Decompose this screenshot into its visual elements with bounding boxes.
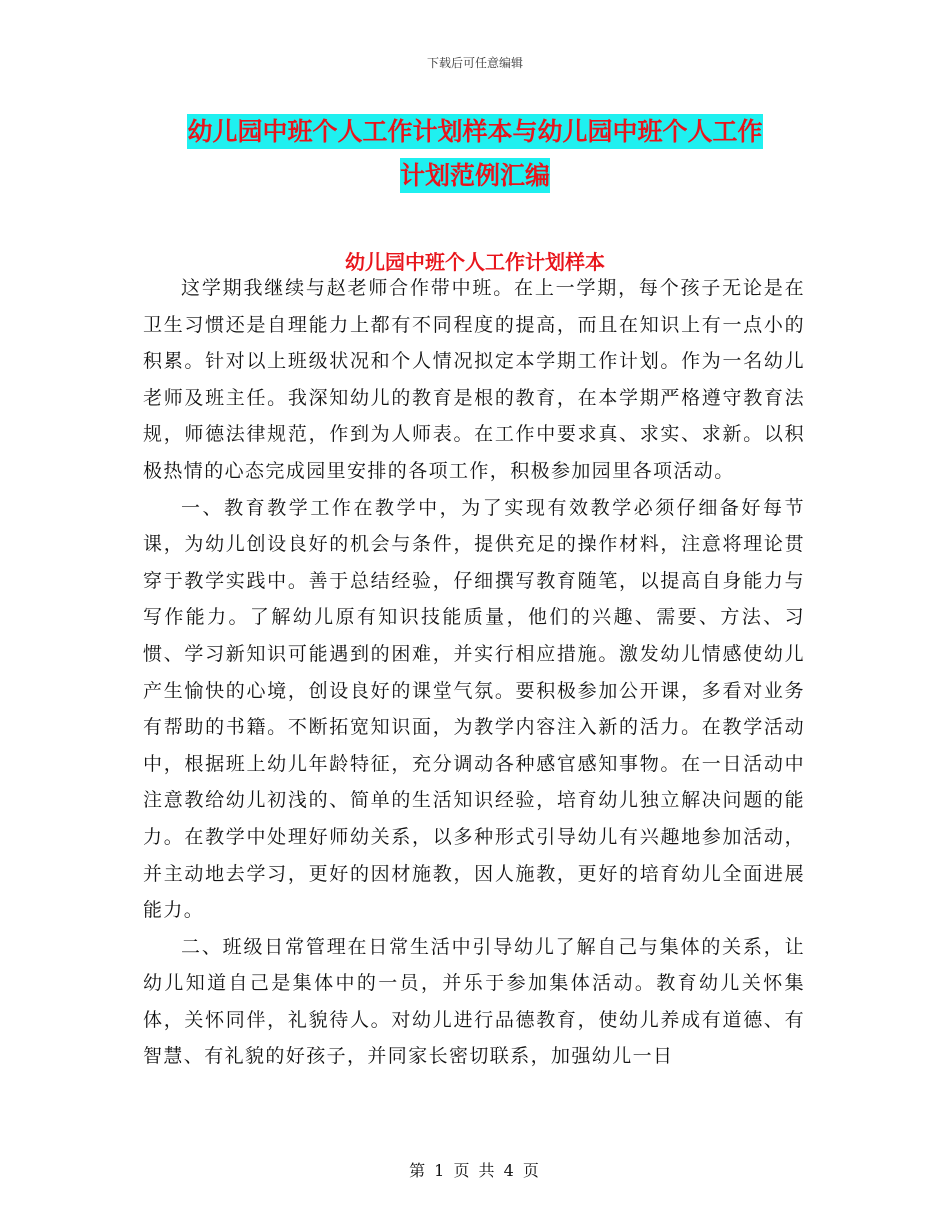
paragraph-intro: 这学期我继续与赵老师合作带中班。在上一学期，每个孩子无论是在卫生习惯还是自理能力上都有不同程度的提高，而且在知识上有一点小的积累。针对以上班级状况和个人情况拟定本学期工作计划。作为一名幼儿老师及班主任。我深知幼儿的教育是根的教育，在本学期严格遵守教育法规，师德法律规范，作到为人师表。在工作中要求真、求实、求新。以积极热情的心态完成园里安排的各项工作，积极参加园里各项活动。 (143, 277, 805, 482)
paragraph-teaching: 一、教育教学工作在教学中，为了实现有效教学必须仔细备好每节课，为幼儿创设良好的机会与条件，提供充足的操作材料，注意将理论贯穿于教学实践中。善于总结经验，仔细撰写教育随笔，以提高自身能力与写作能力。了解幼儿原有知识技能质量，他们的兴趣、需要、方法、习惯、学习新知识可能遇到的困难，并实行相应措施。激发幼儿情感使幼儿产生愉快的心境，创设良好的课堂气氛。要积极参加公开课，多看对业务有帮助的书籍。不断拓宽知识面，为教学内容注入新的活力。在教学活动中，根据班上幼儿年龄特征，充分调动各种感官感知事物。在一日活动中注意教给幼儿初浅的、简单的生活知识经验，培育幼儿独立解决问题的能力。在教学中处理好师幼关系，以多种形式引导幼儿有兴趣地参加活动，并主动地去学习，更好的因材施教，因人施教，更好的培育幼儿全面进展能力。 (143, 496, 805, 922)
title-highlight-2: 计划范例汇编 (400, 158, 550, 193)
document-title-line-2 (0, 156, 950, 196)
header-note: 下载后可任意编辑 (426, 56, 523, 70)
document-title-line-1 (0, 112, 950, 152)
paragraph-class-management: 二、班级日常管理在日常生活中引导幼儿了解自己与集体的关系，让幼儿知道自己是集体中的一员，并乐于参加集体活动。教育幼儿关怀集体，关怀同伴，礼貌待人。对幼儿进行品德教育，使幼儿养成有道德、有智慧、有礼貌的好孩子，并同家长密切联系，加强幼儿一日 (143, 935, 805, 1068)
section-title: 幼儿园中班个人工作计划样本 (345, 250, 605, 274)
page-footer: 第 1 页 共 4 页 (409, 1161, 541, 1180)
body-text (143, 270, 805, 1075)
title-highlight-1: 幼儿园中班个人工作计划样本与幼儿园中班个人工作 (187, 114, 762, 149)
